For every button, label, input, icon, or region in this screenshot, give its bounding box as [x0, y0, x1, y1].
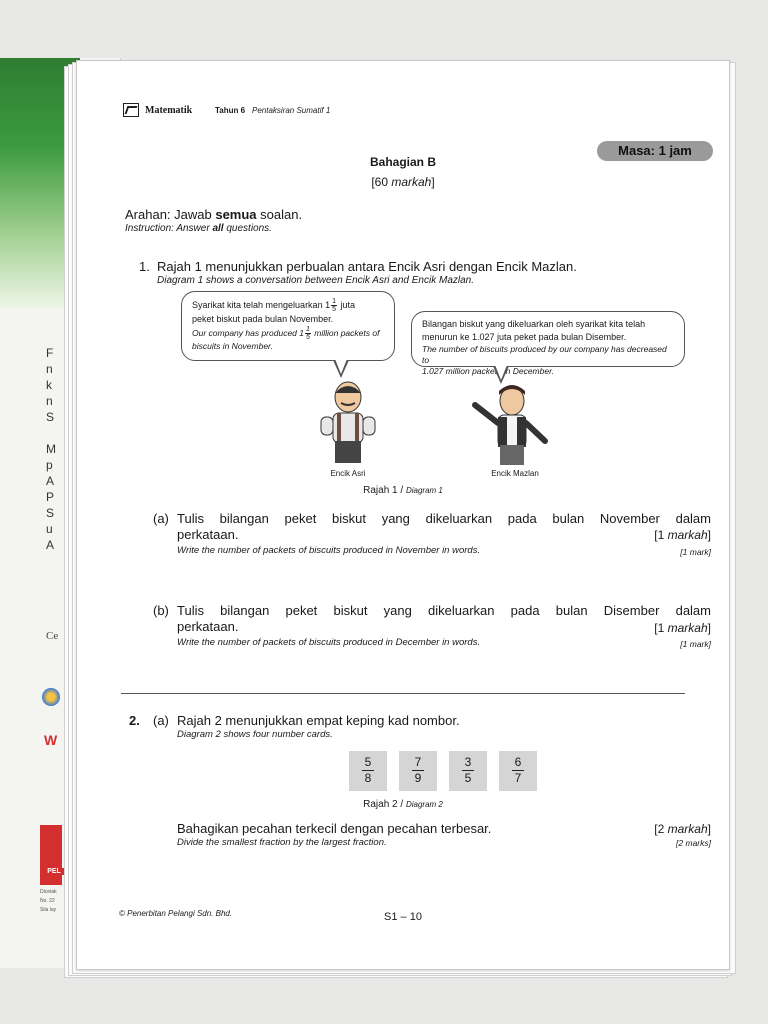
- speech-bubble-mazlan: Bilangan biskut yang dikeluarkan oleh syarikat kita telah menurun ke 1.027 juta peket pada bulan Disember. The number of biscuits produced by our company has decreased to 1.027 million packets in December.: [411, 311, 685, 367]
- header-subject: Matematik: [145, 105, 193, 116]
- question-2-task-ms: Bahagikan pecahan terkecil dengan pecahan terbesar.: [177, 821, 492, 836]
- question-text-ms: Rajah 1 menunjukkan perbualan antara Encik Asri dengan Encik Mazlan.: [157, 259, 577, 274]
- fraction: $\frac{1}{5}$: [332, 298, 336, 313]
- marks-ms: [1 markah]: [654, 528, 711, 542]
- subquestion-tag: (b): [153, 603, 169, 618]
- question-number: 1.: [139, 259, 150, 274]
- fraction: $\frac{1}{5}$: [305, 326, 310, 341]
- background-small-text: Dicetak No. 22 Sila lay: [40, 889, 57, 913]
- background-letter: A: [46, 474, 55, 488]
- subquestion-1b-text-ms: Tulis bilangan peket biskut yang dikeluarkan pada bulan Disember dalam: [177, 603, 711, 618]
- marks-en: [1 mark]: [680, 547, 711, 557]
- background-letter: [46, 425, 56, 441]
- background-globe-icon: [42, 688, 60, 706]
- subquestion-tag: (a): [153, 713, 169, 728]
- speech-bubble-asri: Syarikat kita telah mengeluarkan 1 $\frac{1}{5}$ juta peket biskut pada bulan November. Our company has produced 1 $\frac{1}{5}$ million packets of biscuits in November.: [181, 291, 395, 361]
- header-assessment: Pentaksiran Sumatif 1: [252, 106, 331, 115]
- question-2-task-en: Divide the smallest fraction by the largest fraction.: [177, 837, 387, 848]
- background-letter: M: [46, 442, 56, 456]
- question-text-en: Diagram 1 shows a conversation between Encik Asri and Encik Mazlan.: [157, 275, 475, 286]
- background-letter: n: [46, 394, 53, 408]
- subquestion-tag: (a): [153, 511, 169, 526]
- background-text: Ce: [46, 630, 59, 642]
- marks-ms: [1 markah]: [654, 621, 711, 635]
- background-letter: S: [46, 506, 55, 520]
- background-text: W: [44, 732, 58, 748]
- speech-bubble-tail: [335, 359, 347, 374]
- diagram-1-caption: Rajah 1 / Diagram 1: [363, 485, 443, 496]
- question-2-text-ms: Rajah 2 menunjukkan empat keping kad nombor.: [177, 713, 460, 728]
- instruction-en: Instruction: Answer all questions.: [125, 223, 272, 234]
- background-letter: S: [46, 410, 55, 424]
- subquestion-1a-text-ms-cont: perkataan.: [177, 527, 239, 542]
- question-2-text-en: Diagram 2 shows four number cards.: [177, 729, 333, 740]
- subquestion-1a-text-ms: Tulis bilangan peket biskut yang dikeluarkan pada bulan November dalam: [177, 511, 711, 526]
- background-letter: p: [46, 458, 53, 472]
- section-marks: [60 markah]: [371, 175, 435, 189]
- character-name-asri: Encik Asri: [330, 469, 366, 478]
- section-title: Bahagian B: [369, 155, 436, 169]
- background-logo: [40, 825, 62, 885]
- marks-en: [1 mark]: [680, 639, 711, 649]
- diagram-2-caption: Rajah 2 / Diagram 2: [363, 799, 443, 810]
- background-letter: n: [46, 362, 53, 376]
- book-logo-icon: [123, 103, 139, 117]
- background-letter: F: [46, 346, 54, 360]
- instruction-ms: Arahan: Jawab semua soalan.: [125, 207, 303, 222]
- question-number: 2.: [129, 713, 140, 728]
- background-book-letters: [46, 345, 56, 553]
- speech-bubble-tail: [495, 365, 507, 380]
- number-card: 7 9: [399, 751, 437, 791]
- background-letter: k: [46, 378, 52, 392]
- marks-en: [2 marks]: [676, 838, 711, 848]
- character-asri-illustration: [313, 379, 383, 467]
- subquestion-1b-text-en: Write the number of packets of biscuits produced in December in words.: [177, 637, 481, 648]
- footer-publisher: © Penerbitan Pelangi Sdn. Bhd.: [119, 909, 233, 918]
- section-divider: [121, 693, 685, 694]
- time-badge: Masa: 1 jam: [597, 141, 713, 161]
- exam-page: [76, 60, 730, 970]
- subquestion-1b-text-ms-cont: perkataan.: [177, 619, 239, 634]
- number-card: 6 7: [499, 751, 537, 791]
- background-letter: P: [46, 490, 55, 504]
- number-card: 3 5: [449, 751, 487, 791]
- marks-ms: [2 markah]: [654, 822, 711, 836]
- character-name-mazlan: Encik Mazlan: [491, 469, 539, 478]
- background-letter: A: [46, 538, 55, 552]
- background-letter: u: [46, 522, 53, 536]
- background-logo-text: PEL: [40, 868, 68, 875]
- page-number: S1 – 10: [384, 911, 422, 923]
- subquestion-1a-text-en: Write the number of packets of biscuits produced in November in words.: [177, 545, 481, 556]
- header-year: Tahun 6: [215, 106, 246, 115]
- character-mazlan-illustration: [469, 383, 555, 467]
- number-card: 5 8: [349, 751, 387, 791]
